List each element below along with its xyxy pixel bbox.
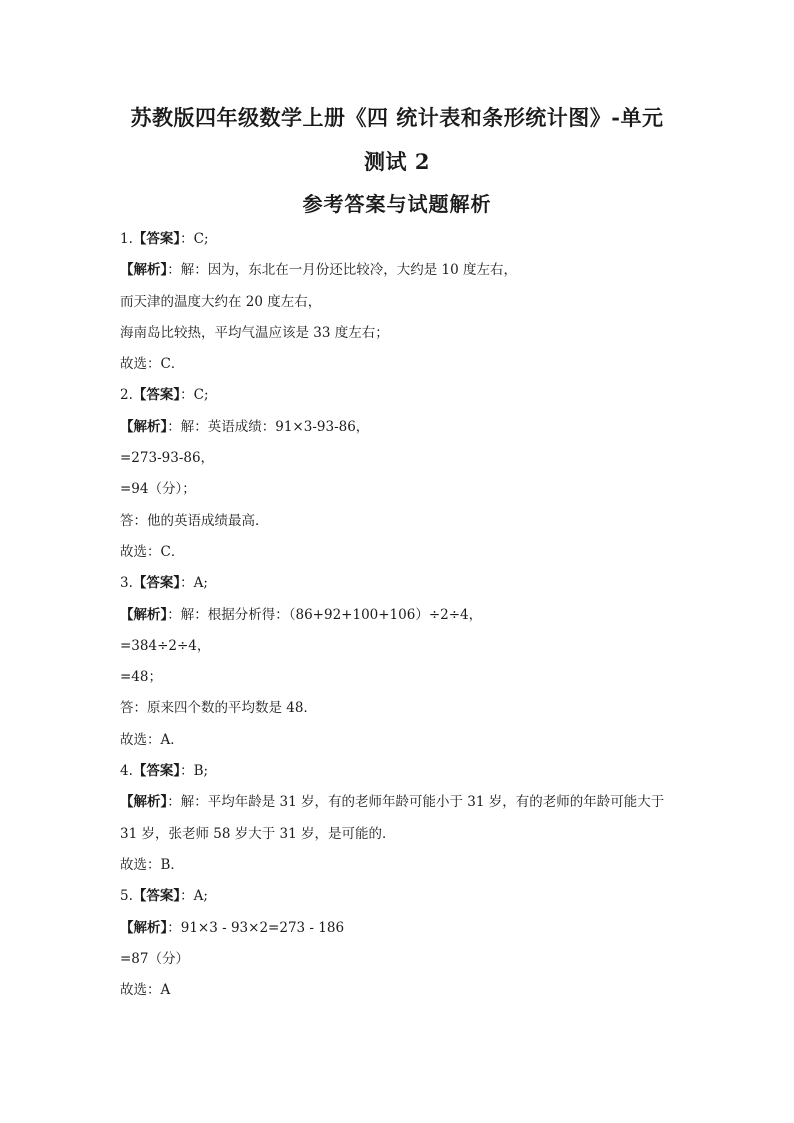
- analysis-label: 【解析】: [120, 606, 168, 623]
- analysis-text: ：91×3 - 93×2=273 - 186: [167, 919, 345, 936]
- analysis-line: =273-93-86，: [120, 450, 215, 467]
- analysis-row: [120, 606, 690, 637]
- analysis-line: 故选：C．: [120, 543, 185, 560]
- analysis-text: ：解：英语成绩：91×3-93-86，: [167, 418, 370, 435]
- analysis-row: [120, 418, 690, 449]
- question-number: 1.: [120, 231, 133, 247]
- analysis-text: ：解：根据分析得：（86+92+100+106）÷2÷4，: [167, 606, 483, 623]
- question-number: 3.: [120, 575, 133, 592]
- answer-value: ：C;: [180, 231, 209, 247]
- document-title-line2: 测试 2: [364, 149, 430, 174]
- answer-label: 【答案】: [132, 575, 181, 592]
- analysis-line: 答：他的英语成绩最高．: [120, 512, 269, 529]
- analysis-label: 【解析】: [120, 919, 168, 936]
- answer-value: ：A;: [180, 888, 208, 905]
- analysis-label: 【解析】: [120, 794, 168, 811]
- answer-label: 【答案】: [132, 763, 181, 780]
- analysis-line: 答：原来四个数的平均数是 48．: [120, 700, 317, 717]
- analysis-line: =48；: [120, 669, 162, 686]
- analysis-line: 而天津的温度大约在 20 度左右，: [120, 293, 322, 310]
- answer-row-1: [120, 230, 690, 261]
- answer-label: 【答案】: [132, 888, 181, 905]
- analysis-line: 故选：B．: [120, 856, 184, 873]
- document-subtitle: 参考答案与试题解析: [302, 192, 492, 216]
- answer-row-2: [120, 386, 690, 417]
- analysis-line: 故选：C．: [120, 356, 185, 373]
- answer-label: 【答案】: [132, 231, 181, 247]
- analysis-line: 故选：A: [120, 982, 171, 999]
- answer-value: ：C;: [180, 387, 209, 404]
- analysis-text: ：解：平均年龄是 31 岁，有的老师年龄可能小于 31 岁，有的老师的年龄可能大于: [167, 794, 665, 811]
- question-number: 5.: [120, 888, 133, 905]
- analysis-row: [120, 261, 690, 292]
- answer-row-4: [120, 762, 690, 793]
- analysis-row: [120, 793, 690, 824]
- answer-row-5: [120, 887, 690, 918]
- question-number: 2.: [120, 387, 133, 404]
- analysis-line: =384÷2÷4，: [120, 637, 211, 654]
- answer-value: ：A;: [180, 575, 208, 592]
- answer-value: ：B;: [180, 763, 209, 780]
- analysis-line: 海南岛比较热，平均气温应该是 33 度左右；: [120, 324, 389, 341]
- answers-section: [120, 230, 690, 1012]
- analysis-label: 【解析】: [120, 418, 168, 435]
- analysis-line: =94（分）；: [120, 481, 196, 498]
- analysis-line: 故选：A．: [120, 731, 184, 748]
- question-number: 4.: [120, 763, 133, 780]
- analysis-line: 31 岁，张老师 58 岁大于 31 岁，是可能的．: [120, 825, 396, 842]
- answer-label: 【答案】: [132, 387, 181, 404]
- document-title-line1: 苏教版四年级数学上册《四 统计表和条形统计图》-单元: [130, 105, 664, 130]
- analysis-row: [120, 919, 690, 950]
- analysis-line: =87（分）: [120, 950, 189, 967]
- answer-row-3: [120, 574, 690, 605]
- analysis-text: ：解：因为，东北在一月份还比较冷，大约是 10 度左右，: [167, 262, 518, 279]
- analysis-label: 【解析】: [120, 262, 168, 279]
